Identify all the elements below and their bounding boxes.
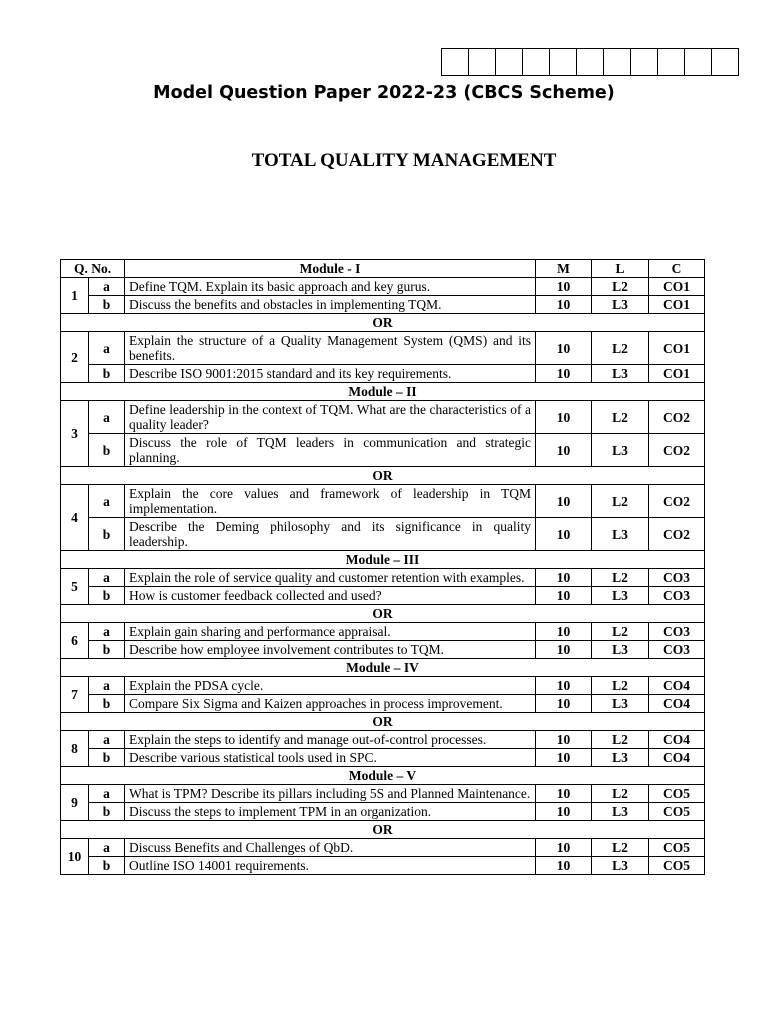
table-row <box>61 569 705 587</box>
bloom-level: L3 <box>592 857 649 875</box>
question-part-letter: b <box>89 695 125 713</box>
usn-box <box>496 49 523 76</box>
question-part-letter: b <box>89 749 125 767</box>
usn-box <box>550 49 577 76</box>
question-number: 1 <box>61 278 89 314</box>
usn-box <box>577 49 604 76</box>
bloom-level: L3 <box>592 365 649 383</box>
bloom-level: L3 <box>592 641 649 659</box>
question-text: Discuss the steps to implement TPM in an organization. <box>125 803 536 821</box>
question-part-letter: a <box>89 485 125 518</box>
or-label: OR <box>61 467 705 485</box>
course-outcome: CO5 <box>649 785 705 803</box>
module-header-row <box>61 659 705 677</box>
usn-box <box>469 49 496 76</box>
bloom-level: L3 <box>592 296 649 314</box>
marks: 10 <box>536 695 592 713</box>
question-text: Discuss the benefits and obstacles in implementing TQM. <box>125 296 536 314</box>
question-text: Explain gain sharing and performance appraisal. <box>125 623 536 641</box>
table-row <box>61 749 705 767</box>
bloom-level: L2 <box>592 785 649 803</box>
question-part-letter: b <box>89 518 125 551</box>
question-part-letter: a <box>89 569 125 587</box>
question-part-letter: a <box>89 278 125 296</box>
marks: 10 <box>536 731 592 749</box>
col-header-marks: M <box>536 260 592 278</box>
question-text: Define leadership in the context of TQM. What are the characteristics of a quality leader? <box>125 401 536 434</box>
module-label: Module – V <box>61 767 705 785</box>
course-outcome: CO3 <box>649 623 705 641</box>
table-row <box>61 677 705 695</box>
course-outcome: CO2 <box>649 401 705 434</box>
or-label: OR <box>61 314 705 332</box>
marks: 10 <box>536 641 592 659</box>
course-outcome: CO3 <box>649 569 705 587</box>
table-row <box>61 731 705 749</box>
question-number: 9 <box>61 785 89 821</box>
marks: 10 <box>536 332 592 365</box>
marks: 10 <box>536 569 592 587</box>
module-label: Module – II <box>61 383 705 401</box>
bloom-level: L3 <box>592 434 649 467</box>
table-row <box>61 365 705 383</box>
bloom-level: L3 <box>592 587 649 605</box>
table-row <box>61 623 705 641</box>
usn-box <box>442 49 469 76</box>
col-header-qno: Q. No. <box>61 260 125 278</box>
module-header-row <box>61 767 705 785</box>
usn-box <box>604 49 631 76</box>
question-number: 8 <box>61 731 89 767</box>
question-part-letter: b <box>89 803 125 821</box>
question-number: 10 <box>61 839 89 875</box>
table-row <box>61 518 705 551</box>
col-header-module: Module - I <box>125 260 536 278</box>
bloom-level: L2 <box>592 623 649 641</box>
marks: 10 <box>536 803 592 821</box>
question-text: Define TQM. Explain its basic approach and key gurus. <box>125 278 536 296</box>
usn-box <box>658 49 685 76</box>
bloom-level: L2 <box>592 569 649 587</box>
table-header-row <box>61 260 705 278</box>
marks: 10 <box>536 587 592 605</box>
table-row <box>61 695 705 713</box>
marks: 10 <box>536 365 592 383</box>
question-text: Explain the structure of a Quality Management System (QMS) and its benefits. <box>125 332 536 365</box>
col-header-co: C <box>649 260 705 278</box>
marks: 10 <box>536 785 592 803</box>
marks: 10 <box>536 518 592 551</box>
question-part-letter: a <box>89 401 125 434</box>
marks: 10 <box>536 278 592 296</box>
usn-box <box>712 49 739 76</box>
usn-boxes <box>441 48 739 76</box>
bloom-level: L2 <box>592 677 649 695</box>
marks: 10 <box>536 623 592 641</box>
usn-box <box>523 49 550 76</box>
question-part-letter: b <box>89 296 125 314</box>
table-row <box>61 641 705 659</box>
bloom-level: L2 <box>592 401 649 434</box>
question-text: Outline ISO 14001 requirements. <box>125 857 536 875</box>
question-text: How is customer feedback collected and used? <box>125 587 536 605</box>
question-text: Describe ISO 9001:2015 standard and its key requirements. <box>125 365 536 383</box>
table-row <box>61 485 705 518</box>
course-outcome: CO2 <box>649 434 705 467</box>
question-part-letter: a <box>89 332 125 365</box>
question-text: Explain the role of service quality and customer retention with examples. <box>125 569 536 587</box>
question-part-letter: b <box>89 434 125 467</box>
question-text: Discuss the role of TQM leaders in communication and strategic planning. <box>125 434 536 467</box>
question-part-letter: a <box>89 623 125 641</box>
course-outcome: CO5 <box>649 839 705 857</box>
paper-title: Model Question Paper 2022-23 (CBCS Scheme) <box>153 83 615 103</box>
table-row <box>61 296 705 314</box>
or-separator-row <box>61 467 705 485</box>
question-text: Describe various statistical tools used in SPC. <box>125 749 536 767</box>
table-row <box>61 332 705 365</box>
table-row <box>61 434 705 467</box>
question-number: 6 <box>61 623 89 659</box>
question-part-letter: b <box>89 365 125 383</box>
question-part-letter: b <box>89 587 125 605</box>
bloom-level: L3 <box>592 803 649 821</box>
question-part-letter: a <box>89 839 125 857</box>
marks: 10 <box>536 296 592 314</box>
marks: 10 <box>536 839 592 857</box>
question-number: 3 <box>61 401 89 467</box>
table-row <box>61 278 705 296</box>
or-separator-row <box>61 314 705 332</box>
course-outcome: CO4 <box>649 695 705 713</box>
course-outcome: CO5 <box>649 803 705 821</box>
col-header-level: L <box>592 260 649 278</box>
course-outcome: CO4 <box>649 749 705 767</box>
question-text: Discuss Benefits and Challenges of QbD. <box>125 839 536 857</box>
marks: 10 <box>536 401 592 434</box>
bloom-level: L3 <box>592 518 649 551</box>
question-text: Compare Six Sigma and Kaizen approaches in process improvement. <box>125 695 536 713</box>
bloom-level: L3 <box>592 749 649 767</box>
course-outcome: CO2 <box>649 518 705 551</box>
table-row <box>61 857 705 875</box>
course-outcome: CO1 <box>649 278 705 296</box>
module-header-row <box>61 383 705 401</box>
course-outcome: CO3 <box>649 587 705 605</box>
course-outcome: CO4 <box>649 677 705 695</box>
question-part-letter: b <box>89 857 125 875</box>
or-label: OR <box>61 605 705 623</box>
question-part-letter: a <box>89 731 125 749</box>
question-text: Describe how employee involvement contributes to TQM. <box>125 641 536 659</box>
bloom-level: L2 <box>592 731 649 749</box>
question-part-letter: a <box>89 677 125 695</box>
usn-box <box>631 49 658 76</box>
usn-box <box>685 49 712 76</box>
question-text: Explain the core values and framework of leadership in TQM implementation. <box>125 485 536 518</box>
question-table <box>60 259 705 875</box>
table-row <box>61 401 705 434</box>
bloom-level: L2 <box>592 332 649 365</box>
question-number: 5 <box>61 569 89 605</box>
or-separator-row <box>61 605 705 623</box>
bloom-level: L3 <box>592 695 649 713</box>
table-row <box>61 839 705 857</box>
course-outcome: CO4 <box>649 731 705 749</box>
bloom-level: L2 <box>592 839 649 857</box>
course-outcome: CO1 <box>649 296 705 314</box>
marks: 10 <box>536 485 592 518</box>
table-row <box>61 587 705 605</box>
course-outcome: CO2 <box>649 485 705 518</box>
course-outcome: CO5 <box>649 857 705 875</box>
table-row <box>61 785 705 803</box>
or-separator-row <box>61 713 705 731</box>
question-part-letter: b <box>89 641 125 659</box>
marks: 10 <box>536 749 592 767</box>
bloom-level: L2 <box>592 485 649 518</box>
question-number: 4 <box>61 485 89 551</box>
marks: 10 <box>536 434 592 467</box>
or-label: OR <box>61 821 705 839</box>
course-outcome: CO3 <box>649 641 705 659</box>
question-number: 7 <box>61 677 89 713</box>
course-outcome: CO1 <box>649 365 705 383</box>
marks: 10 <box>536 857 592 875</box>
bloom-level: L2 <box>592 278 649 296</box>
module-label: Module – III <box>61 551 705 569</box>
subject-title: TOTAL QUALITY MANAGEMENT <box>251 150 557 171</box>
question-part-letter: a <box>89 785 125 803</box>
question-text: Describe the Deming philosophy and its significance in quality leadership. <box>125 518 536 551</box>
question-text: What is TPM? Describe its pillars including 5S and Planned Maintenance. <box>125 785 536 803</box>
module-header-row <box>61 551 705 569</box>
or-separator-row <box>61 821 705 839</box>
question-text: Explain the steps to identify and manage out-of-control processes. <box>125 731 536 749</box>
or-label: OR <box>61 713 705 731</box>
course-outcome: CO1 <box>649 332 705 365</box>
module-label: Module – IV <box>61 659 705 677</box>
question-number: 2 <box>61 332 89 383</box>
table-row <box>61 803 705 821</box>
marks: 10 <box>536 677 592 695</box>
question-text: Explain the PDSA cycle. <box>125 677 536 695</box>
